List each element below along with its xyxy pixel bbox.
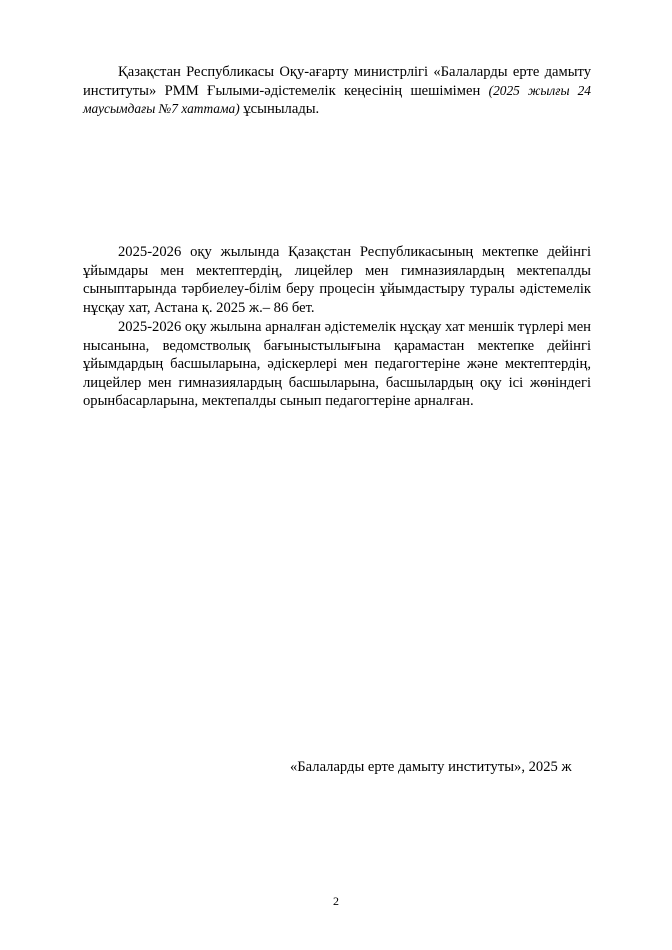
approval-text-start: Қазақстан Республикасы Оқу-ағарту министрлігі «Балаларды ерте дамыту институты» РММ Ғылыми-әдістемелік кеңесінің шешімімен (83, 64, 591, 99)
protocol-note: (2025 жылғы 24 маусымдағы №7 хаттама) (83, 82, 591, 117)
approval-text-end: ұсынылады. (239, 101, 320, 118)
annotation-audience: 2025-2026 оқу жылына арналған әдістемелік нұсқау хат меншік түрлері мен нысанына, ведомстволық бағыныстылығына қарамастан мектепке дейінгі ұйымдардың басшыларына, әдіскерлері мен педагогтеріне және мектептердің, лицейлер мен гимназиялардың басшыларына, басшылардың оқу ісі жөніндегі орынбасарларына, мектепалды сынып педагогтеріне арналған. (83, 319, 591, 410)
page-number: 2 (333, 894, 339, 908)
approval-statement (83, 63, 591, 119)
annotation-description: 2025-2026 оқу жылында Қазақстан Республикасының мектепке дейінгі ұйымдары мен мектептердің, лицейлер мен гимназиялардың мектепалды сыныптарында тәрбиелеу-білім беру процесін ұйымдастыру туралы әдістемелік нұсқау хат, Астана қ. 2025 ж.– 86 бет. (83, 244, 591, 316)
copyright-line: «Балаларды ерте дамыту институты», 2025 ж (290, 759, 572, 775)
